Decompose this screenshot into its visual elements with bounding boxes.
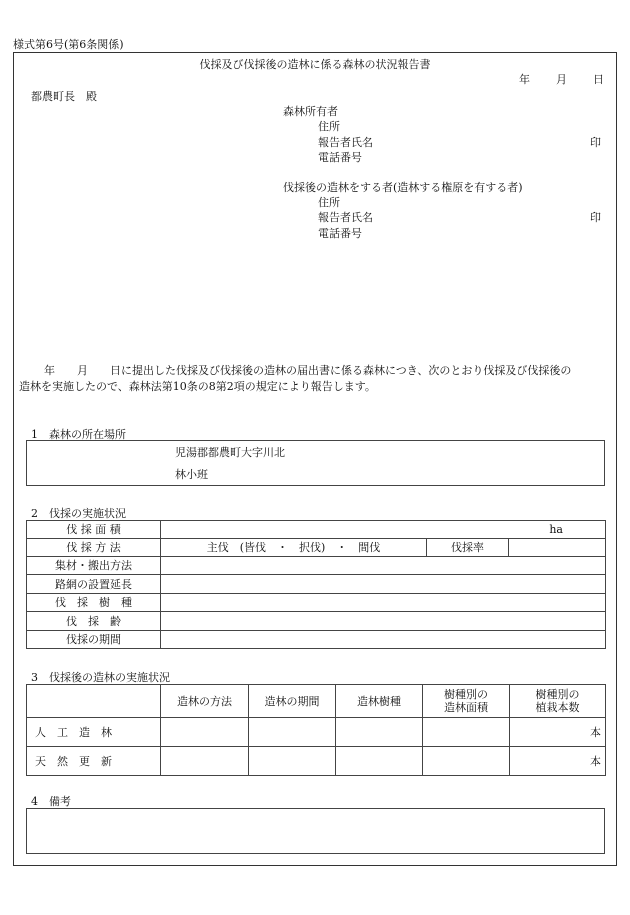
harvest-method-label: 伐 採 方 法 [27,539,161,557]
date-day: 日 [593,73,604,86]
row-natural-unit: 本 [510,747,606,776]
reforestation-header-blank [27,685,161,718]
section1-heading: 1 森林の所在場所 [31,428,126,441]
header-count-line2: 植栽本数 [535,701,580,714]
body-text-line1: 年 月 日に提出した伐採及び伐採後の造林の届出書に係る森林につき、次のとおり伐採及び伐採後の [44,364,572,377]
harvest-age-label: 伐 採 齢 [27,612,161,631]
owner-phone-label: 電話番号 [318,151,362,164]
header-method: 造林の方法 [161,685,249,718]
body-text-line2: 造林を実施したので、森林法第10条の8第2項の規定により報告します。 [19,380,376,393]
harvest-rate-label: 伐採率 [427,539,509,557]
road-value [161,575,606,594]
owner-name-label: 報告者氏名 [318,136,373,149]
planter-name-label: 報告者氏名 [318,211,373,224]
row-artificial-period [249,718,336,747]
harvest-age-value [161,612,606,631]
harvest-period-value [161,631,606,649]
section2-heading: 2 伐採の実施状況 [31,507,126,520]
remarks-box [26,808,605,854]
harvest-area-label: 伐 採 面 積 [27,521,161,539]
location-box [26,440,605,486]
planter-phone-label: 電話番号 [318,227,362,240]
subcompartment-text: 林小班 [175,468,208,481]
planter-heading: 伐採後の造林をする者(造林する権原を有する者) [283,181,523,194]
row-natural-species [336,747,423,776]
skidding-label: 集材・搬出方法 [27,557,161,575]
skidding-value [161,557,606,575]
row-artificial-species [336,718,423,747]
row-artificial-label: 人 工 造 林 [27,718,161,747]
row-artificial-area [423,718,510,747]
header-species: 造林樹種 [336,685,423,718]
row-natural-method [161,747,249,776]
road-label: 路網の設置延長 [27,575,161,594]
harvest-species-value [161,594,606,612]
header-period: 造林の期間 [249,685,336,718]
header-count [510,685,606,718]
owner-address-label: 住所 [318,120,340,133]
owner-seal: 印 [590,136,601,149]
row-artificial-method [161,718,249,747]
row-artificial-unit: 本 [510,718,606,747]
header-area [423,685,510,718]
planter-address-label: 住所 [318,196,340,209]
section3-heading: 3 伐採後の造林の実施状況 [31,671,170,684]
row-natural-label: 天 然 更 新 [27,747,161,776]
harvest-area-unit: ha [161,521,606,539]
harvest-table [26,520,606,649]
harvest-method-options: 主伐 (皆伐 ・ 択伐) ・ 間伐 [161,539,427,557]
date-month: 月 [556,73,567,86]
section4-heading: 4 備考 [31,795,71,808]
date-year: 年 [519,73,530,86]
form-id: 様式第6号(第6条関係) [13,38,124,51]
harvest-rate-value [509,539,606,557]
harvest-period-label: 伐採の期間 [27,631,161,649]
harvest-species-label: 伐 採 樹 種 [27,594,161,612]
reforestation-table [26,684,606,776]
planter-seal: 印 [590,211,601,224]
header-count-line1: 樹種別の [535,688,580,701]
page-title: 伐採及び伐採後の造林に係る森林の状況報告書 [199,58,431,71]
row-natural-area [423,747,510,776]
owner-heading: 森林所有者 [283,105,338,118]
addressee: 都農町長 殿 [31,90,97,103]
row-natural-period [249,747,336,776]
location-text: 児湯郡都農町大字川北 [175,446,285,459]
header-area-line2: 造林面積 [444,701,488,714]
header-area-line1: 樹種別の [444,688,488,701]
